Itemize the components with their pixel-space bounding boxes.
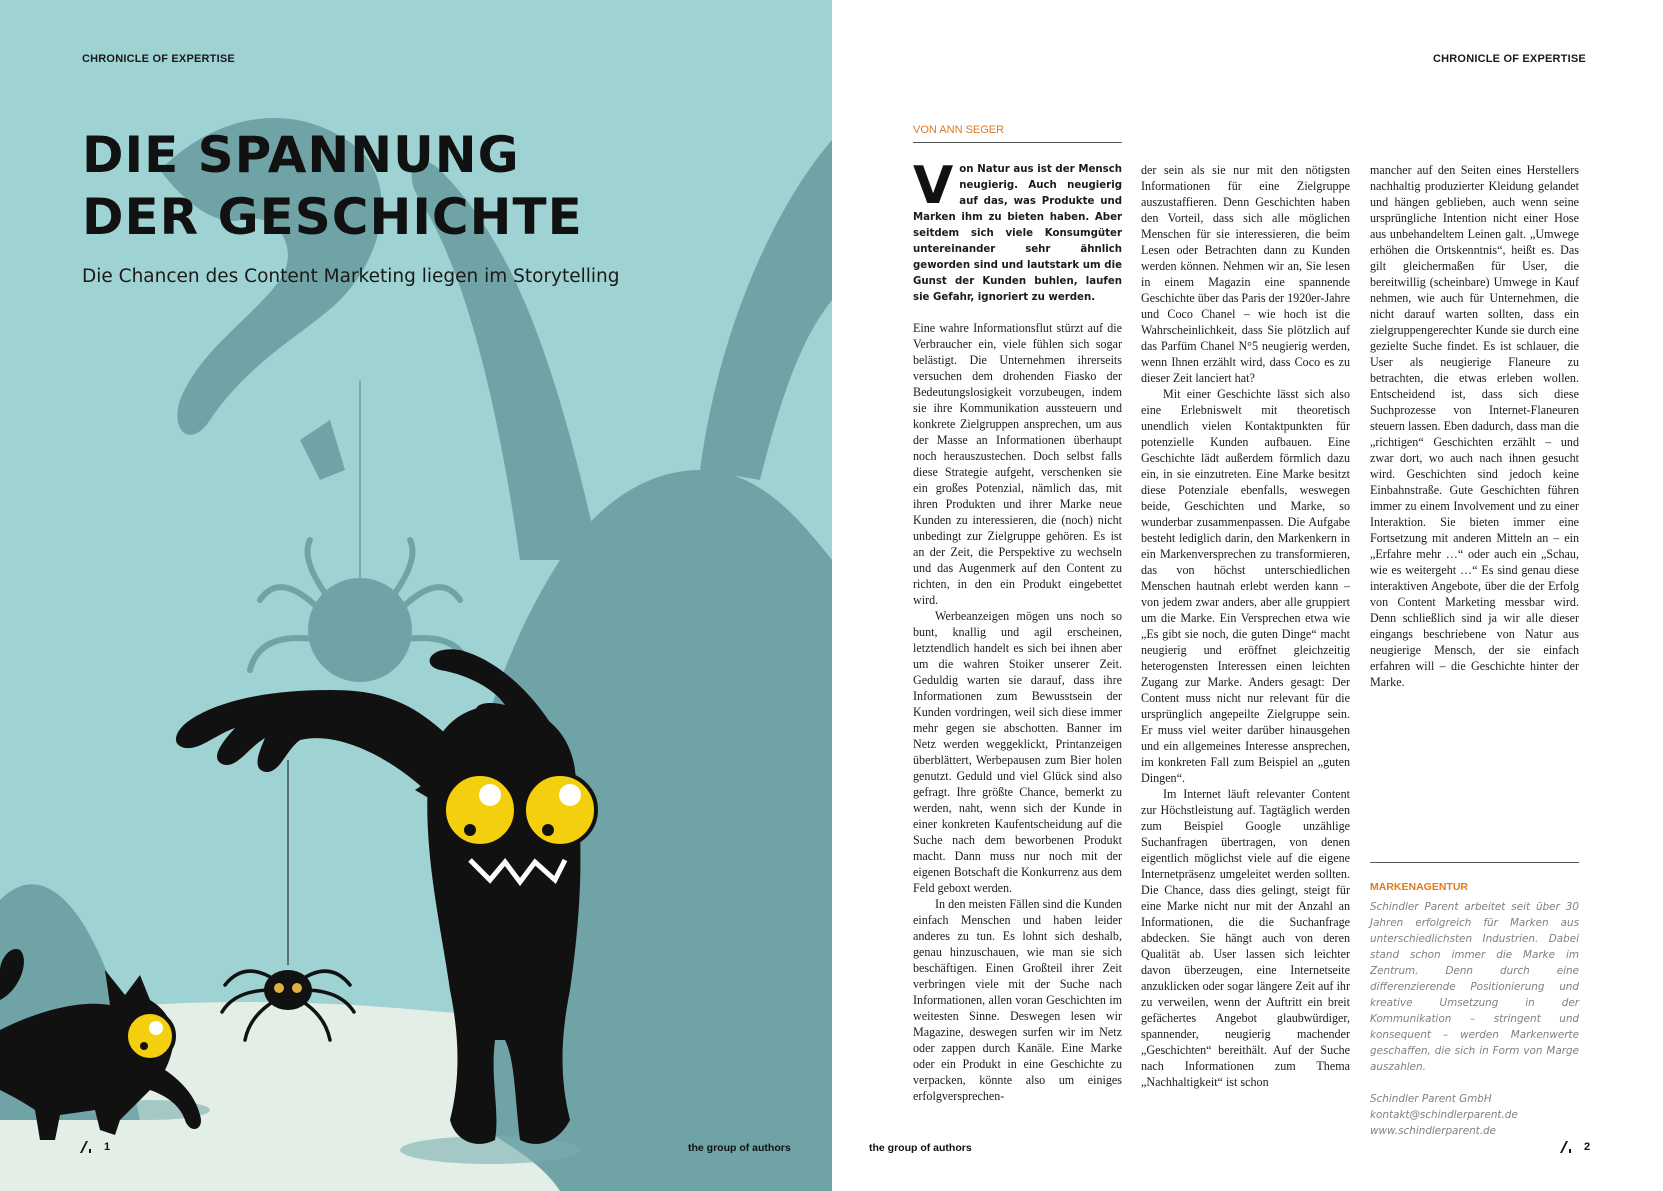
headline-line-1: DIE SPANNUNG (82, 126, 520, 184)
agency-company: Schindler Parent GmbH (1370, 1093, 1492, 1105)
article-headline (82, 124, 642, 248)
headline-line-2: DER GESCHICHTE (82, 188, 583, 246)
author-byline: VON ANN SEGER (913, 124, 1122, 143)
article-subhead: Die Chancen des Content Marketing liegen im Storytelling (82, 266, 620, 287)
article-intro (913, 156, 1122, 306)
body-paragraph: Im Internet läuft relevanter Content zur Höchstleistung auf. Tagtäglich werden zum Beispiel Google unzählige Suchanfragen übertragen, von denen eigentlich möglichst viele auf die eigene Internetpräsenz umgeleitet werden sollten. Die Chance, dass dies gelingt, steigt für eine Marke nicht nur mit der Anzahl an Informationen, die die Suchanfrage abdecken. Sie hängt auch von deren Qualität ab. User lassen sich leichter davon überzeugen, eine Internetseite anzuklicken oder sogar längere Zeit auf ihr zu verweilen, wenn der Auftritt ein breit gefächertes Angebot glaubwürdiger, spannender, neugierig machender „Geschichten“ bereithält. Auf der Suche nach Informationen zum Thema „Nachhaltigkeit“ ist schon (1141, 787, 1350, 1089)
body-paragraph: mancher auf den Seiten eines Herstellers nachhaltig produzierter Kleidung gelandet und hängen geblieben, auch wenn seine ursprüngliche Intention nicht einer Hose aus unbehandeltem Leinen galt. „Umwege erhöhen die Ortskenntnis“, heißt es. Das gilt gleichermaßen für User, die bereitwillig (scheinbare) Umwege in Kauf nehmen, wie auch für Unternehmen, die nicht darauf warten sollten, dass ein zielgruppengerechter Kunde sie durch eine gezielte Suche findet. Es ist schlauer, die User als neugierige Flaneure zu betrachten, die etwas erleben wollen. Entscheidend ist, dass sich diese Suchprozesse von Internet-Flaneuren steuern lassen. Eben dadurch, dass man die „richtigen“ Geschichten erzählt – und zwar dort, wo auch nach ihnen gesucht wird. Geschichten sind jedoch keine Einbahnstraße. Gute Geschichten führen immer zu einem Involvement und zu einer Interaktion. Sie bieten immer eine Fortsetzung mit anderen Mitteln an – ein „Erfahre mehr …“ oder auch ein „Schau, wie es weitergeht …“ Es sind genau diese interaktiven Angebote, über die der Erfolg von Content Marketing messbar wird. Denn schließlich sind ja wir alle dieser eingangs beschriebene von Natur aus neugierige Mensch, der sie einfach erfahren will – die Geschichte hinter der Marke. (1370, 163, 1579, 689)
agency-label: MARKENAGENTUR (1370, 881, 1468, 893)
agency-website-link[interactable]: www.schindlerparent.de (1370, 1125, 1497, 1137)
publication-brand: the group of authors (869, 1142, 972, 1154)
body-paragraph: Eine wahre Informationsflut stürzt auf die Verbraucher ein, viele fühlen sich sogar belästigt. Die Unternehmen ihrerseits versuchen dem drohenden Fiasko der Bedeutungslosigkeit vorzubeugen, indem sie ihre Kommunikation aussteuern und konkrete Zielgruppen ansprechen, um aus der Masse an Informationen überhaupt noch herauszustechen. Doch selbst falls diese Strategie aufgeht, verschenken sie ein großes Potenzial, nämlich das, mit ihren Produkten und ihrer Marke neue Kunden zu interessieren, die (noch) nicht unbedingt zur Zielgruppe gehören. Es ist an der Zeit, die Perspektive zu wechseln und das Augenmerk auf den Content zu richten, in den ein Produkt eingebettet wird. (913, 321, 1122, 607)
publisher-logo-icon (78, 1140, 94, 1154)
agency-contact (1370, 1091, 1579, 1139)
text-column-1 (913, 156, 1122, 1104)
section-kicker: CHRONICLE OF EXPERTISE (82, 53, 235, 65)
body-paragraph: Mit einer Geschichte lässt sich also eine Erlebniswelt mit theoretisch unendlich vielen Kontaktpunkten für potenzielle Kunden aufbauen. Eine Geschichte lädt außerdem förmlich dazu ein, in sie einzutreten. Eine Marke besitzt diese Potenziale ebenfalls, weswegen beide, Geschichten und Marke, so wunderbar zusammenpassen. Die Aufgabe besteht lediglich darin, den Markenkern in ein Markenversprechen zu transformieren, das von höchst unterschiedlichen Menschen hautnah erlebt werden kann – von jedem zwar anders, aber alle gruppiert um die Marke. Ein Versprechen etwa wie „Es gibt sie noch, die guten Dinge“ macht neugierig und eröffnet gleichzeitig heterogensten Interessen einen leichten Zugang zur Marke. Anders gesagt: Der Content muss nicht nur relevant für die ursprünglich angepeilte Zielgruppe sein. Er muss viel weiter darüber hinausgehen und ein allgemeines Interesse ansprechen, im konkreten Fall zum Beispiel an „guten Dingen“. (1141, 387, 1350, 785)
agency-email-link[interactable]: kontakt@schindlerparent.de (1370, 1109, 1518, 1121)
body-paragraph: In den meisten Fällen sind die Kunden einfach Menschen und haben leider anderes zu tun. Es lohnt sich deshalb, genau hinzuschauen, wie man sie sich beschäftigen. Einen Großteil ihrer Zeit verbringen viele mit der Suche nach Informationen, allen voran Geschichten im weitesten Sinne. Deswegen lesen wir Magazine, deswegen surfen wir im Netz oder zappen durch Kanäle. Eine Marke oder ein Produkt in eine Geschichte zu verpacken, könnte also um einiges erfolgversprechen- (913, 897, 1122, 1103)
drop-cap: V (913, 156, 954, 216)
publisher-logo-icon (1558, 1140, 1574, 1154)
body-paragraph: der sein als sie nur mit den nötigsten Informationen für eine Zielgruppe auszustaffieren. Denn Geschichten haben den Vorteil, dass sich alle möglichen Menschen für sie interessieren, die beim Lesen oder Betrachten dann zu Kunden werden können. Nehmen wir an, Sie lesen in einem Magazin eine spannende Geschichte über das Paris der 1920er-Jahre und Coco Chanel – wie hoch ist die Wahrscheinlichkeit, dass Sie plötzlich auf das Parfüm Chanel N°5 neugierig werden, wenn Ihnen erzählt wird, dass Coco es zu dieser Zeit lanciert hat? (1141, 163, 1350, 385)
page-number: 1 (104, 1141, 111, 1153)
agency-info-box (1370, 862, 1579, 1139)
section-kicker: CHRONICLE OF EXPERTISE (1433, 53, 1586, 65)
intro-text: on Natur aus ist der Mensch neugierig. Auch neugierig auf das, was Produkte und Marken ihm zu bieten haben. Aber seitdem sich viele Konsumgüter untereinander sehr ähnlich geworden sind und lautstark um die Gunst der Kunden buhlen, laufen sie Gefahr, ignoriert zu werden. (913, 164, 1122, 303)
agency-description: Schindler Parent arbeitet seit über 30 Jahren erfolgreich für Marken aus unterschiedlichsten Industrien. Dabei stand schon immer die Marke im Zentrum. Denn durch eine differenzierende Positionierung und kreative Umsetzung in der Kommunikation – stringent und konsequent – werden Markenwerte geschaffen, die sich in Form von Marge auszahlen. (1370, 901, 1579, 1073)
body-paragraph: Werbeanzeigen mögen uns noch so bunt, knallig und agil erscheinen, letztendlich handelt es sich bei ihnen aber um die wahren Stoiker unserer Zeit. Geduldig warten sie darauf, dass ihre Informationen zum Bewusstsein der Kunden vordringen, weil sich diese immer mehr gegen sie abschotten. Banner im Netz werden weggeklickt, Printanzeigen überblättert, Werbepausen zum Bier holen genutzt. Geduld und viel Glück sind also gefragt. Ihre größte Chance, bemerkt zu werden, naht, wenn sich der Kunde in einer konkreten Kaufentscheidung auf die Suche nach dem beworbenen Produkt macht. Dann muss nur noch mit der eigenen Botschaft die Konkurrenz aus dem Feld geboxt werden. (913, 609, 1122, 895)
page-folio-right (1558, 1140, 1590, 1154)
text-column-3 (1370, 162, 1579, 690)
publication-brand: the group of authors (688, 1142, 791, 1154)
page-folio-left (78, 1140, 110, 1154)
page-number: 2 (1584, 1141, 1591, 1153)
text-column-2 (1141, 162, 1350, 1090)
